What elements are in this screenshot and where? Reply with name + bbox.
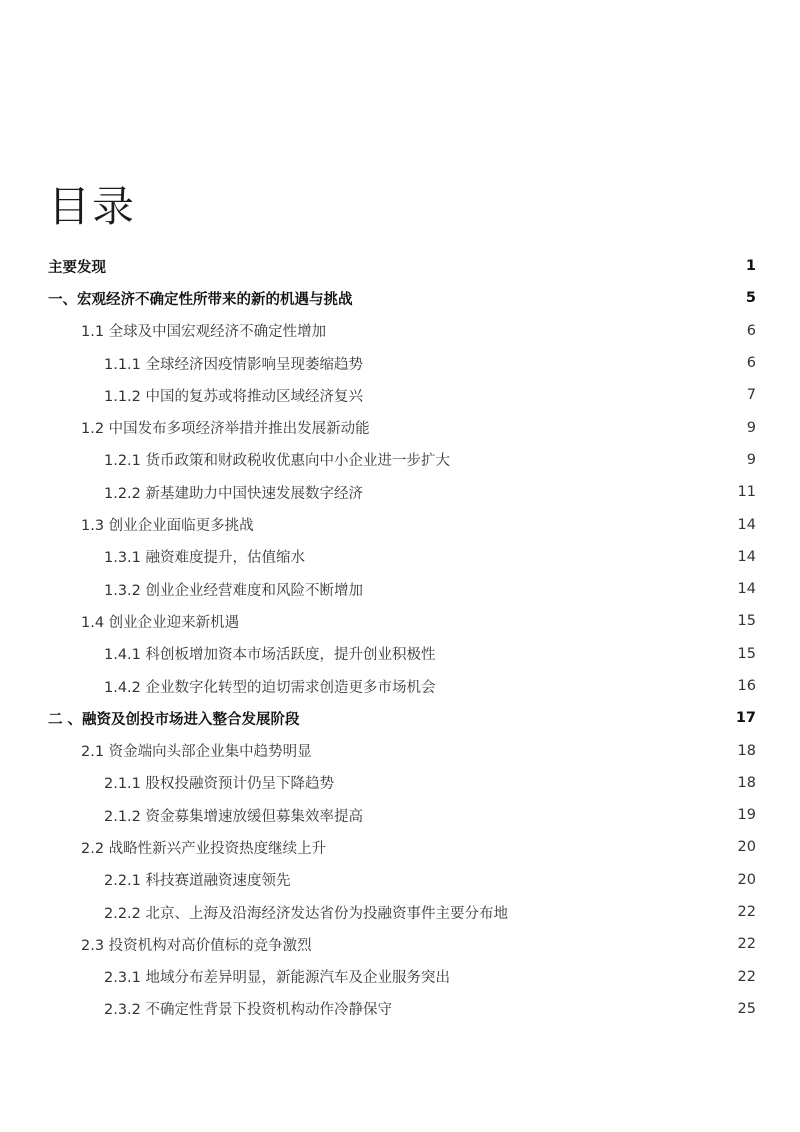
toc-entry-label: 一、宏观经济不确定性所带来的新的机遇与挑战: [48, 291, 353, 308]
toc-entry-label: 2.3.2 不确定性背景下投资机构动作冷静保守: [104, 1002, 393, 1019]
toc-entry-page-number: 17: [735, 710, 756, 727]
toc-entry-page-number: 18: [737, 774, 756, 791]
toc-entry[interactable]: [48, 864, 756, 896]
toc-entry[interactable]: [48, 541, 756, 573]
toc-entry-label: 2.2 战略性新兴产业投资热度继续上升: [81, 840, 327, 857]
toc-entry[interactable]: [48, 444, 756, 476]
toc-entry-page-number: 14: [737, 516, 756, 533]
toc-entry-page-number: 1: [745, 258, 756, 275]
toc-entry-page-number: 7: [746, 387, 756, 404]
toc-entry-label: 二 、融资及创投市场进入整合发展阶段: [48, 711, 300, 728]
page-title: 目录: [48, 182, 137, 231]
toc-entry[interactable]: [48, 315, 756, 347]
toc-entry-page-number: 16: [737, 678, 756, 694]
toc-entry[interactable]: [48, 573, 756, 605]
toc-entry[interactable]: [48, 508, 756, 540]
toc-entry[interactable]: [48, 831, 756, 863]
toc-entry-page-number: 14: [737, 548, 756, 565]
toc-entry-page-number: 25: [737, 1000, 756, 1017]
toc-entry-label: 1.2.2 新基建助力中国快速发展数字经济: [104, 485, 364, 502]
toc-entry[interactable]: [48, 896, 756, 928]
toc-entry-label: 1.3.1 融资难度提升，估值缩水: [104, 550, 306, 567]
toc-entry-label: 2.3 投资机构对高价值标的竞争激烈: [81, 937, 312, 954]
toc-entry-page-number: 9: [746, 451, 756, 468]
toc-entry-label: 1.4.2 企业数字化转型的迫切需求创造更多市场机会: [104, 679, 436, 696]
toc-entry[interactable]: [48, 250, 756, 282]
toc-entry-page-number: 11: [737, 484, 756, 501]
toc-entry[interactable]: [48, 993, 756, 1025]
toc-entry-label: 1.3 创业企业面临更多挑战: [81, 518, 254, 535]
toc-entry[interactable]: [48, 928, 756, 960]
toc-entry-label: 1.1.1 全球经济因疫情影响呈现萎缩趋势: [104, 356, 364, 373]
toc-entry[interactable]: [48, 670, 756, 702]
toc-entry-label: 主要发现: [48, 259, 106, 276]
toc-entry-page-number: 22: [737, 936, 756, 953]
toc-entry-page-number: 20: [737, 839, 756, 856]
toc-entry[interactable]: [48, 347, 756, 379]
toc-entry-label: 2.1.2 资金募集增速放缓但募集效率提高: [104, 808, 364, 825]
toc-entry[interactable]: [48, 961, 756, 993]
toc-entry-label: 2.2.1 科技赛道融资速度领先: [104, 873, 291, 890]
toc-entry-page-number: 20: [737, 871, 756, 888]
table-of-contents: [48, 250, 756, 1025]
toc-entry-page-number: 19: [737, 807, 756, 824]
toc-entry-page-number: 5: [745, 290, 756, 307]
toc-entry-label: 1.2 中国发布多项经济举措并推出发展新动能: [81, 421, 370, 438]
toc-entry[interactable]: [48, 702, 756, 734]
toc-entry-label: 1.3.2 创业企业经营难度和风险不断增加: [104, 582, 364, 599]
toc-entry[interactable]: [48, 638, 756, 670]
toc-entry-label: 1.1.2 中国的复苏或将推动区域经济复兴: [104, 388, 364, 405]
toc-entry-page-number: 6: [746, 322, 756, 339]
toc-entry[interactable]: [48, 282, 756, 314]
toc-entry-page-number: 15: [737, 613, 756, 630]
toc-entry[interactable]: [48, 379, 756, 411]
toc-entry-label: 2.1.1 股权投融资预计仍呈下降趋势: [104, 776, 335, 793]
toc-entry-label: 1.2.1 货币政策和财政税收优惠向中小企业进一步扩大: [104, 453, 451, 470]
toc-entry-page-number: 22: [737, 968, 756, 985]
toc-entry-page-number: 18: [737, 742, 756, 759]
toc-entry[interactable]: [48, 476, 756, 508]
toc-entry-label: 1.4.1 科创板增加资本市场活跃度，提升创业积极性: [104, 647, 436, 664]
toc-entry-label: 1.4 创业企业迎来新机遇: [81, 614, 240, 631]
toc-entry-label: 2.1 资金端向头部企业集中趋势明显: [81, 744, 312, 761]
toc-entry[interactable]: [48, 799, 756, 831]
toc-entry-label: 1.1 全球及中国宏观经济不确定性增加: [81, 324, 327, 341]
toc-entry-page-number: 6: [746, 355, 756, 372]
toc-entry-page-number: 15: [737, 645, 756, 662]
toc-entry-label: 2.3.1 地域分布差异明显，新能源汽车及企业服务突出: [104, 970, 451, 987]
toc-entry[interactable]: [48, 767, 756, 799]
toc-entry-page-number: 22: [737, 904, 756, 921]
toc-entry[interactable]: [48, 605, 756, 637]
toc-entry-label: 2.2.2 北京、上海及沿海经济发达省份为投融资事件主要分布地: [104, 905, 509, 922]
toc-entry-page-number: 14: [737, 581, 756, 598]
toc-entry[interactable]: [48, 734, 756, 766]
toc-entry-page-number: 9: [746, 419, 756, 436]
toc-entry[interactable]: [48, 411, 756, 443]
